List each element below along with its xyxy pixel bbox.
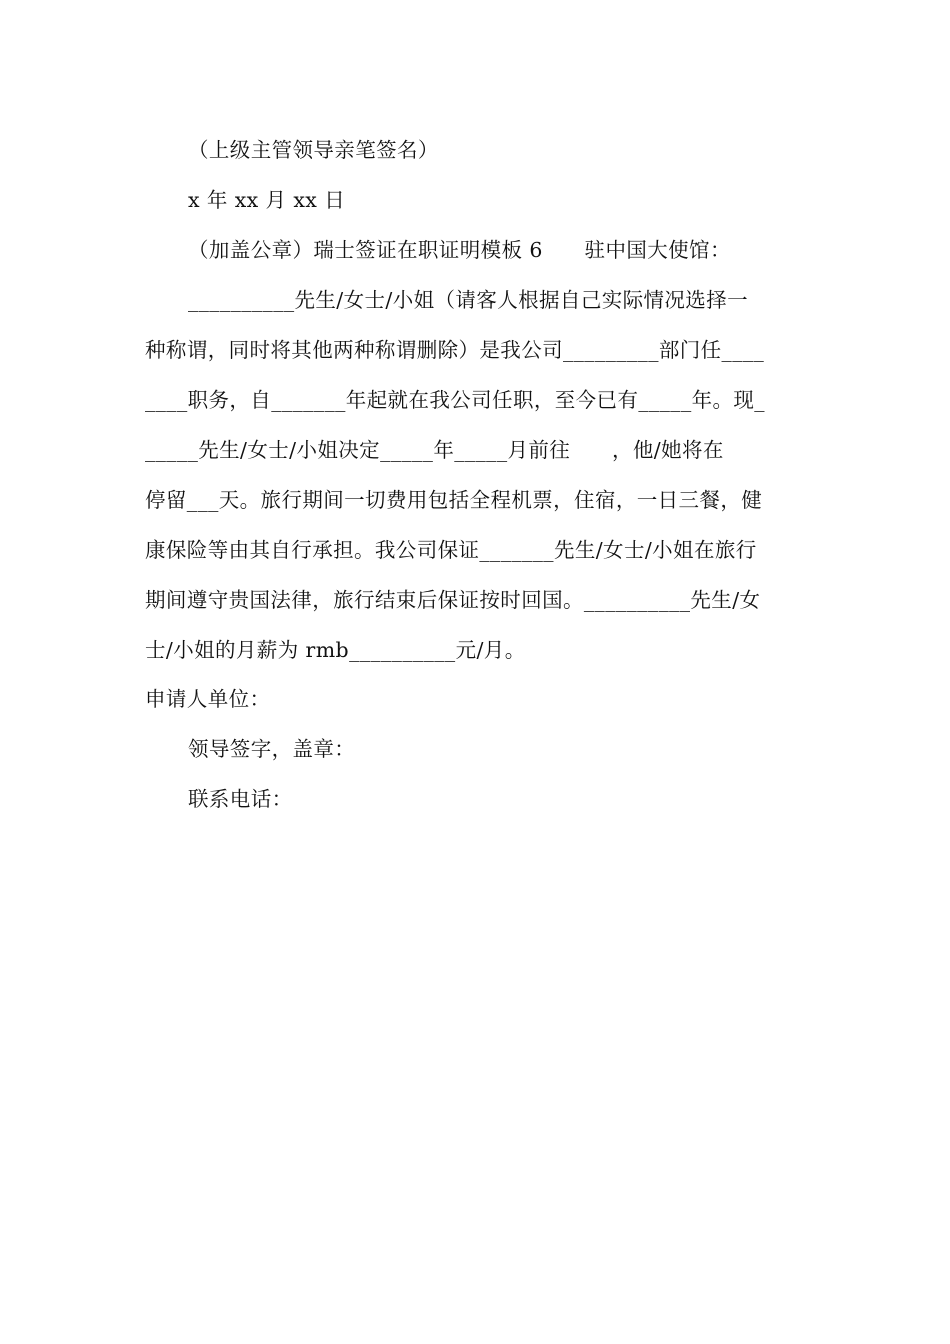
body-line-2: 种称谓，同时将其他两种称谓删除）是我公司_________部门任____: [145, 338, 765, 362]
leader-signature-label: 领导签字，盖章：: [188, 737, 356, 761]
body-line-7: 期间遵守贵国法律，旅行结束后保证按时回国。__________先生/女: [145, 588, 761, 612]
body-line-8: 士/小姐的月薪为 rmb__________元/月。: [145, 638, 526, 662]
body-line-3: ____职务，自_______年起就在我公司任职，至今已有_____年。现_: [145, 388, 765, 412]
body-line-6: 康保险等由其自行承担。我公司保证_______先生/女士/小姐在旅行: [145, 538, 757, 562]
date-line: x 年 xx 月 xx 日: [188, 188, 346, 212]
body-line-4: _____先生/女士/小姐决定_____年_____月前往 ，他/她将在: [145, 438, 724, 462]
body-line-1: __________先生/女士/小姐（请客人根据自己实际情况选择一: [188, 288, 749, 312]
seal-and-title-line: （加盖公章）瑞士签证在职证明模板 6 驻中国大使馆：: [188, 238, 731, 262]
signature-note: （上级主管领导亲笔签名）: [188, 138, 439, 162]
body-line-5: 停留___天。旅行期间一切费用包括全程机票，住宿，一日三餐，健: [145, 488, 763, 512]
contact-phone-label: 联系电话：: [188, 787, 293, 811]
applicant-unit-label: 申请人单位：: [145, 687, 271, 711]
